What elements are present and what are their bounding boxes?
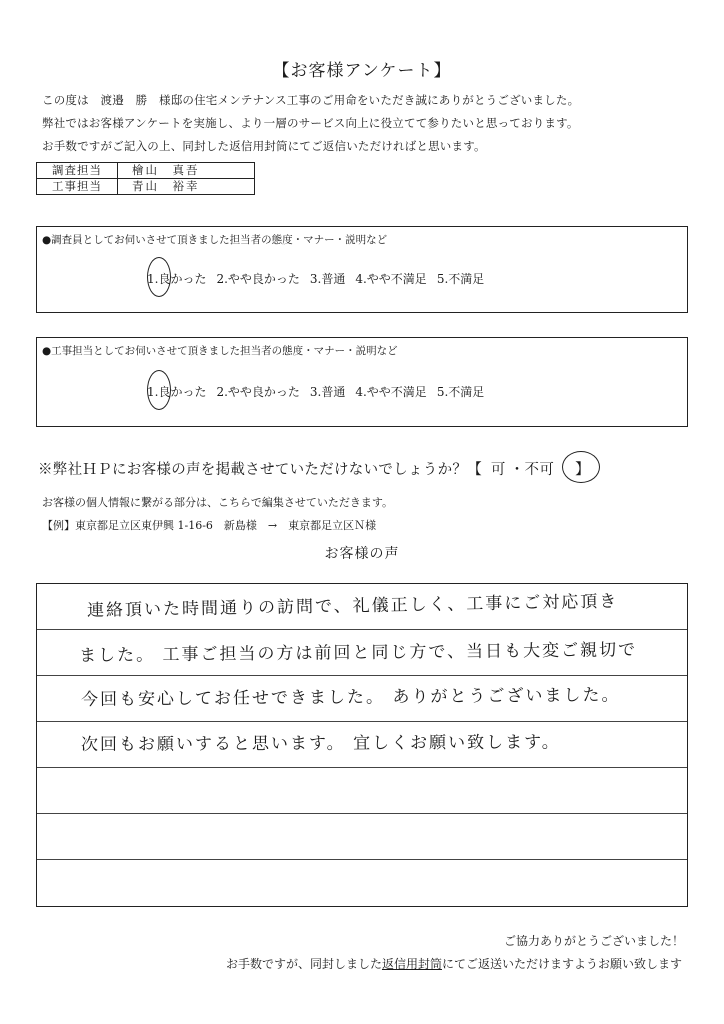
hp-close-bracket: 】 bbox=[575, 462, 590, 478]
intro-line-3: お手数ですがご記入の上、同封した返信用封筒にてご返信いただければと思います。 bbox=[42, 139, 486, 153]
page-title: 【お客様アンケート】 bbox=[272, 61, 452, 81]
question-1-label: ●調査員としてお伺いさせて頂きました担当者の態度・マナー・説明など bbox=[42, 234, 388, 246]
footer-text-post: にてご返送いただけますようお願い致します bbox=[441, 957, 682, 971]
q2-option-5[interactable]: 5.不満足 bbox=[436, 385, 485, 399]
footer-text-pre: お手数ですが、同封しました bbox=[225, 957, 382, 971]
staff-row-work bbox=[37, 179, 255, 195]
voice-text-line-2: ました。 工事ご担当の方は前回と同じ方で、当日も大変ご親切で bbox=[78, 640, 638, 666]
q2-option-3[interactable]: 3.普通 bbox=[309, 385, 346, 399]
question-1-options bbox=[147, 270, 494, 287]
hp-permission-question bbox=[38, 458, 590, 479]
q1-option-4[interactable]: 4.やや不満足 bbox=[355, 272, 427, 286]
survey-staff-name: 檜山 真吾 bbox=[118, 163, 255, 179]
voice-text-line-4: 次回もお願いすると思います。 宜しくお願い致します。 bbox=[80, 732, 561, 755]
voice-rule bbox=[37, 859, 687, 860]
footer-text-envelope: 返信用封筒 bbox=[381, 957, 442, 971]
voice-text-line-3: 今回も安心してお任せできました。 ありがとうございました。 bbox=[80, 685, 621, 710]
q1-selected-circle bbox=[147, 257, 171, 297]
hp-option-no[interactable]: 不可 bbox=[524, 462, 555, 478]
thanks-message: ご協力ありがとうございました！ bbox=[503, 934, 684, 948]
intro-line-2: 弊社ではお客様アンケートを実施し、より一層のサービス向上に役立てて参りたいと思っております。 bbox=[42, 116, 579, 130]
hp-separator: ・ bbox=[509, 462, 525, 478]
voice-rule bbox=[37, 629, 687, 630]
work-staff-name: 青山 裕幸 bbox=[118, 179, 255, 195]
staff-row-survey bbox=[37, 163, 255, 179]
q2-selected-circle bbox=[147, 370, 171, 410]
survey-staff-label: 調査担当 bbox=[37, 163, 118, 179]
hp-question-text: ※弊社ＨＰにお客様の声を掲載させていただけないでしょうか？【 bbox=[38, 462, 482, 478]
hp-option-yes[interactable]: 可 bbox=[490, 462, 506, 478]
question-2-options bbox=[147, 383, 494, 400]
hp-yes-selected-circle bbox=[562, 451, 600, 483]
q1-option-3[interactable]: 3.普通 bbox=[309, 272, 346, 286]
staff-table bbox=[36, 162, 255, 195]
intro-line-1: この度は 渡邉 勝 様邸の住宅メンテナンス工事のご用命をいただき誠にありがとうございました。 bbox=[42, 93, 580, 107]
example-note: 【例】東京都足立区東伊興 1-16-6 新島様 → 東京都足立区Ｎ様 bbox=[42, 519, 377, 532]
q2-option-4[interactable]: 4.やや不満足 bbox=[355, 385, 427, 399]
q2-option-1[interactable]: 1.良かった bbox=[147, 385, 207, 399]
voice-text-line-1: 連絡頂いた時間通りの訪問で、礼儀正しく、工事にご対応頂き bbox=[86, 591, 619, 621]
question-1-box bbox=[36, 226, 688, 313]
q1-option-5[interactable]: 5.不満足 bbox=[436, 272, 485, 286]
q1-option-1[interactable]: 1.良かった bbox=[147, 272, 207, 286]
footer-return-note bbox=[226, 955, 682, 972]
question-2-label: ●工事担当としてお伺いさせて頂きました担当者の態度・マナー・説明など bbox=[42, 345, 398, 357]
customer-voice-box bbox=[36, 583, 688, 907]
privacy-note: お客様の個人情報に繋がる部分は、こちらで編集させていただきます。 bbox=[42, 496, 394, 509]
work-staff-label: 工事担当 bbox=[37, 179, 118, 195]
q2-option-2[interactable]: 2.やや良かった bbox=[216, 385, 300, 399]
voice-rule bbox=[37, 721, 687, 722]
voice-rule bbox=[37, 813, 687, 814]
voice-rule bbox=[37, 675, 687, 676]
q1-option-2[interactable]: 2.やや良かった bbox=[216, 272, 300, 286]
customer-voice-title: お客様の声 bbox=[324, 546, 400, 562]
voice-rule bbox=[37, 767, 687, 768]
question-2-box bbox=[36, 337, 688, 427]
